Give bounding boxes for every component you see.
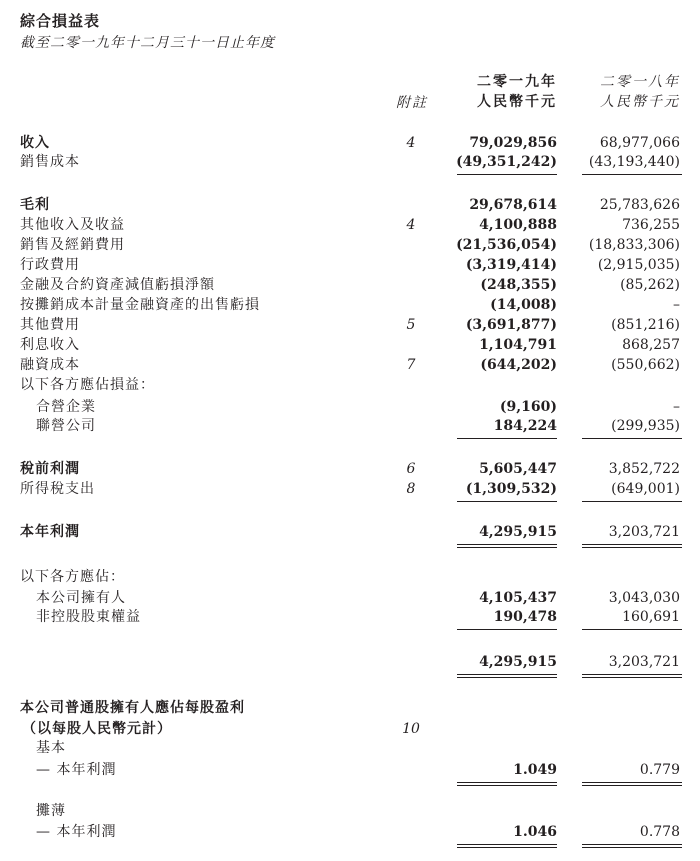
total-rule — [457, 785, 557, 786]
row-note: 8 — [406, 481, 416, 497]
row-cost-of-sales — [0, 152, 700, 172]
total-rule — [457, 674, 557, 675]
row-label: 銷售及經銷費用 — [20, 237, 125, 253]
row-label: 本公司擁有人 — [36, 590, 126, 606]
value-2018: 0.778 — [639, 824, 680, 840]
row-label: 利息收入 — [20, 337, 80, 353]
value-2018: 25,783,626 — [599, 197, 680, 213]
row-revenue — [0, 133, 700, 153]
row-diluted-eps — [0, 822, 700, 842]
row-non-controlling — [0, 607, 700, 627]
row-note: 4 — [406, 135, 416, 151]
value-2018: (550,662) — [611, 357, 680, 373]
total-rule — [457, 544, 557, 545]
value-2018: (851,216) — [611, 317, 680, 333]
value-2018: 3,203,721 — [608, 654, 680, 670]
note-column-header: 附註 — [396, 95, 428, 111]
value-2018: 0.779 — [639, 762, 680, 778]
row-label: 銷售成本 — [20, 154, 80, 170]
value-2019: 1.049 — [513, 762, 557, 778]
value-2018: 3,852,722 — [608, 461, 680, 477]
row-eps-header — [0, 698, 700, 718]
value-2018: – — [673, 399, 680, 415]
row-basic-header — [0, 738, 700, 758]
row-label: 以下各方應佔： — [20, 569, 125, 585]
row-interest-income — [0, 335, 700, 355]
row-label: — 本年利潤 — [36, 762, 117, 778]
value-2019: 1.046 — [513, 824, 557, 840]
row-label: 行政費用 — [20, 257, 80, 273]
row-label: 收入 — [20, 135, 50, 151]
total-rule — [582, 844, 682, 845]
row-label: 本公司普通股擁有人應佔每股盈利 — [20, 700, 245, 716]
year-2019-unit: 人民幣千元 — [477, 94, 557, 110]
row-label: 毛利 — [20, 197, 50, 213]
row-label: 其他費用 — [20, 317, 80, 333]
value-2019: (14,008) — [490, 297, 557, 313]
row-label: 其他收入及收益 — [20, 217, 125, 233]
value-2019: (3,319,414) — [465, 257, 557, 273]
row-label: 所得稅支出 — [20, 481, 95, 497]
total-rule — [582, 674, 682, 675]
total-rule — [457, 844, 557, 845]
value-2018: (43,193,440) — [588, 154, 680, 170]
value-2019: (644,202) — [480, 357, 557, 373]
year-2018-header — [600, 72, 680, 112]
row-attributable-header — [0, 567, 700, 587]
value-2019: 29,678,614 — [469, 197, 557, 213]
row-label: 合營企業 — [36, 399, 96, 415]
value-2018: 3,043,030 — [608, 590, 680, 606]
subtotal-rule — [582, 629, 682, 630]
value-2018: 68,977,066 — [599, 135, 680, 151]
row-share-of-profit-header — [0, 375, 700, 395]
row-label: 聯營公司 — [36, 418, 96, 434]
value-2018: 3,203,721 — [608, 524, 680, 540]
row-label: 按攤銷成本計量金融資產的出售虧損 — [20, 297, 260, 313]
row-note: 4 — [406, 217, 416, 233]
row-label: — 本年利潤 — [36, 824, 117, 840]
row-profit-for-year — [0, 522, 700, 542]
total-rule — [457, 547, 557, 548]
value-2019: 184,224 — [493, 418, 557, 434]
value-2019: (9,160) — [499, 399, 557, 415]
row-label: 稅前利潤 — [20, 461, 80, 477]
row-gross-profit — [0, 195, 700, 215]
row-attributable-total — [0, 652, 700, 672]
year-2019-header — [477, 72, 557, 112]
statement-subtitle: 截至二零一九年十二月三十一日止年度 — [20, 35, 275, 51]
row-profit-before-tax — [0, 459, 700, 479]
row-diluted-header — [0, 801, 700, 821]
subtotal-rule — [582, 174, 682, 175]
value-2019: 4,295,915 — [479, 524, 557, 540]
row-associates — [0, 416, 700, 436]
value-2018: (649,001) — [611, 481, 680, 497]
row-admin-expenses — [0, 255, 700, 275]
value-2018: (85,262) — [620, 277, 680, 293]
row-label: （以每股人民幣元計） — [22, 721, 172, 737]
row-basic-eps — [0, 760, 700, 780]
row-eps-unit — [0, 719, 700, 739]
row-income-tax — [0, 479, 700, 499]
row-joint-ventures — [0, 397, 700, 417]
year-2018-unit: 人民幣千元 — [600, 94, 680, 110]
row-note: 10 — [402, 721, 420, 737]
total-rule — [582, 677, 682, 678]
value-2019: 1,104,791 — [479, 337, 557, 353]
value-2019: 4,100,888 — [479, 217, 557, 233]
total-rule — [582, 544, 682, 545]
total-rule — [582, 547, 682, 548]
row-finance-costs — [0, 355, 700, 375]
subtotal-rule — [457, 174, 557, 175]
row-disposal-loss — [0, 295, 700, 315]
subtotal-rule — [582, 438, 682, 439]
value-2019: (21,536,054) — [456, 237, 557, 253]
year-2018-label: 二零一八年 — [600, 74, 680, 90]
total-rule — [457, 677, 557, 678]
value-2019: (3,691,877) — [465, 317, 557, 333]
row-label: 非控股股東權益 — [36, 609, 141, 625]
total-rule — [457, 847, 557, 848]
value-2018: (2,915,035) — [597, 257, 680, 273]
total-rule — [582, 782, 682, 783]
value-2019: 4,105,437 — [479, 590, 557, 606]
value-2018: 868,257 — [622, 337, 680, 353]
row-label: 金融及合約資產減值虧損淨額 — [20, 277, 215, 293]
value-2018: (18,833,306) — [588, 237, 680, 253]
row-other-expenses — [0, 315, 700, 335]
row-note: 6 — [406, 461, 416, 477]
row-owners — [0, 588, 700, 608]
value-2019: 79,029,856 — [469, 135, 557, 151]
year-2019-label: 二零一九年 — [477, 74, 557, 90]
row-note: 5 — [406, 317, 416, 333]
row-selling-expenses — [0, 235, 700, 255]
value-2019: (49,351,242) — [456, 154, 557, 170]
subtotal-rule — [457, 501, 557, 502]
total-rule — [457, 782, 557, 783]
statement-title: 綜合損益表 — [20, 12, 101, 30]
value-2019: 4,295,915 — [479, 654, 557, 670]
subtotal-rule — [457, 438, 557, 439]
row-label: 基本 — [36, 740, 66, 756]
value-2019: 5,605,447 — [479, 461, 557, 477]
value-2019: 190,478 — [493, 609, 557, 625]
row-note: 7 — [406, 357, 416, 373]
value-2018: 160,691 — [622, 609, 680, 625]
total-rule — [582, 847, 682, 848]
row-other-income — [0, 215, 700, 235]
value-2018: 736,255 — [622, 217, 680, 233]
value-2019: (1,309,532) — [465, 481, 557, 497]
row-impairment — [0, 275, 700, 295]
value-2018: – — [673, 297, 680, 313]
subtotal-rule — [582, 501, 682, 502]
subtotal-rule — [457, 629, 557, 630]
total-rule — [582, 785, 682, 786]
row-label: 融資成本 — [20, 357, 80, 373]
row-label: 攤薄 — [36, 803, 66, 819]
value-2018: (299,935) — [611, 418, 680, 434]
value-2019: (248,355) — [480, 277, 557, 293]
row-label: 本年利潤 — [20, 524, 80, 540]
row-label: 以下各方應佔損益： — [20, 377, 155, 393]
